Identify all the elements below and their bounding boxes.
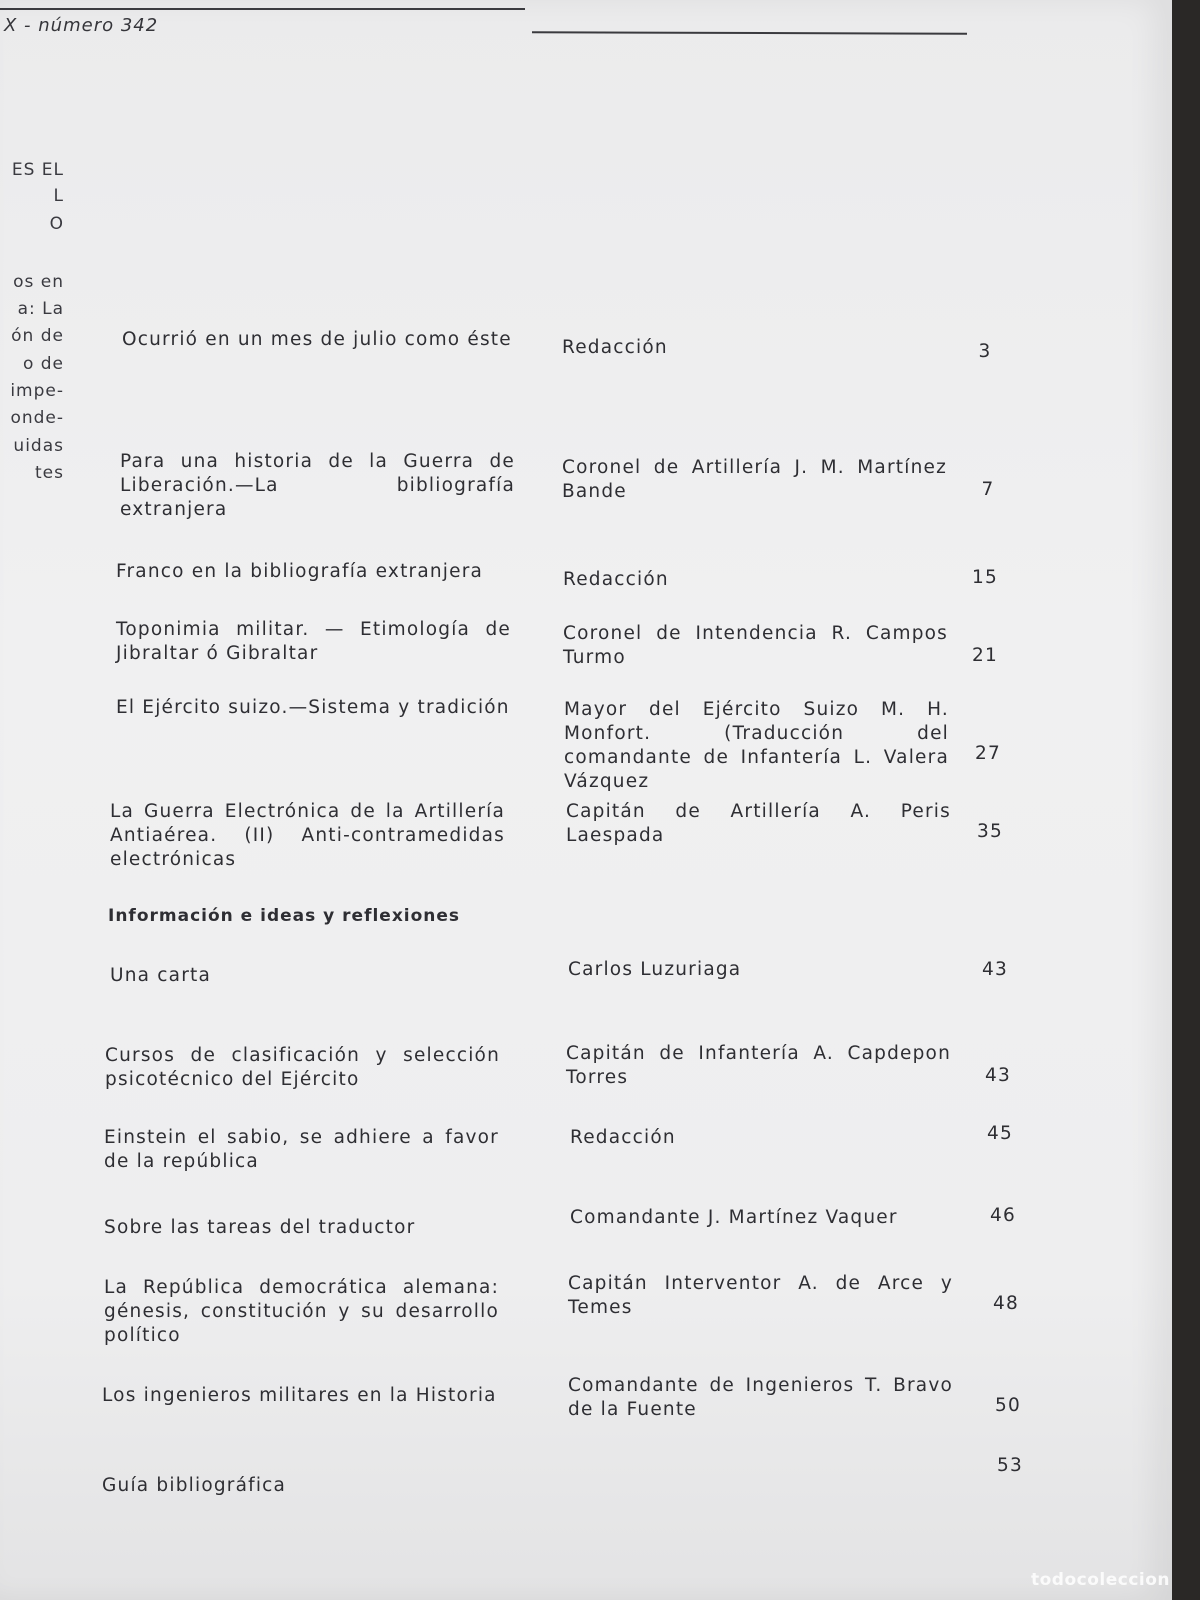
toc-entry-author: Carlos Luzuriaga [568, 959, 742, 980]
toc-entry-title: Para una historia de la Guerra de Liberación.—La bibliografía extranjera [120, 451, 515, 520]
toc-entry-page: 46 [990, 1205, 1016, 1226]
edge-fragment: os en [13, 272, 64, 292]
edge-fragment: a: La [17, 299, 64, 319]
header-rule-left [0, 8, 525, 10]
toc-entry-title: Ocurrió en un mes de julio como éste [122, 329, 512, 350]
edge-fragment: o de [22, 354, 64, 374]
toc-entry-page: 21 [972, 645, 998, 666]
edge-fragment: L [53, 186, 64, 206]
toc-entry-title: La República democrática alemana: génesis, constitución y su desarrollo político [104, 1277, 499, 1346]
toc-entry-title: Cursos de clasificación y selección psicotécnico del Ejército [105, 1045, 500, 1090]
toc-entry-title: Franco en la bibliografía extranjera [116, 561, 484, 582]
toc-entry-author: Mayor del Ejército Suizo M. H. Monfort. (Traducción del comandante de Infantería L. Valera Vázquez [564, 699, 949, 792]
toc-entry-title: Einstein el sabio, se adhiere a favor de la república [104, 1127, 499, 1172]
toc-entry-page: 3 [978, 341, 992, 362]
edge-fragment: tes [35, 463, 64, 483]
toc-entry-author: Coronel de Artillería J. M. Martínez Bande [562, 457, 947, 502]
toc-entry-page: 43 [985, 1065, 1011, 1086]
edge-fragment: onde- [10, 408, 64, 428]
edge-fragment: O [49, 214, 64, 234]
section-heading: Información e ideas y reflexiones [108, 906, 461, 926]
toc-entry-author: Capitán de Infantería A. Capdepon Torres [566, 1043, 951, 1088]
toc-entry-author: Coronel de Intendencia R. Campos Turmo [563, 623, 948, 668]
toc-entry-title: Toponimia militar. — Etimología de Jibraltar ó Gibraltar [116, 619, 511, 664]
toc-entry-page: 7 [981, 479, 995, 500]
toc-entry-author: Redacción [570, 1127, 676, 1148]
toc-entry-title: El Ejército suizo.—Sistema y tradición [116, 697, 510, 718]
header-rule-right [532, 31, 967, 34]
toc-entry-title: Una carta [110, 965, 211, 986]
toc-entry-title: Los ingenieros militares en la Historia [102, 1385, 497, 1406]
edge-fragment: ES EL [11, 160, 64, 180]
toc-entry-title: Guía bibliográfica [102, 1475, 287, 1496]
toc-entry-page: 50 [995, 1395, 1021, 1416]
toc-entry-page: 43 [982, 959, 1008, 980]
edge-fragment: ón de [11, 326, 64, 346]
toc-entry-page: 27 [975, 743, 1001, 764]
edge-fragment: uidas [13, 436, 64, 456]
toc-entry-title: La Guerra Electrónica de la Artillería Antiaérea. (II) Anti-contramedidas electrónicas [110, 801, 505, 870]
issue-number: X - número 342 [4, 15, 159, 36]
toc-entry-page: 45 [987, 1123, 1013, 1144]
toc-entry-author: Capitán Interventor A. de Arce y Temes [568, 1273, 953, 1318]
toc-entry-author: Comandante de Ingenieros T. Bravo de la Fuente [568, 1375, 953, 1420]
toc-entry-title: Sobre las tareas del traductor [104, 1217, 416, 1238]
toc-entry-page: 35 [977, 821, 1003, 842]
edge-fragment: impe- [10, 381, 64, 401]
toc-entry-page: 53 [997, 1455, 1023, 1476]
toc-entry-page: 15 [972, 567, 998, 588]
toc-entry-author: Redacción [562, 337, 668, 358]
toc-entry-author: Redacción [563, 569, 669, 590]
toc-entry-page: 48 [993, 1293, 1019, 1314]
toc-entry-author: Capitán de Artillería A. Peris Laespada [566, 801, 951, 846]
watermark-logo: todocoleccion [1030, 1570, 1170, 1590]
toc-entry-author: Comandante J. Martínez Vaquer [570, 1207, 898, 1228]
